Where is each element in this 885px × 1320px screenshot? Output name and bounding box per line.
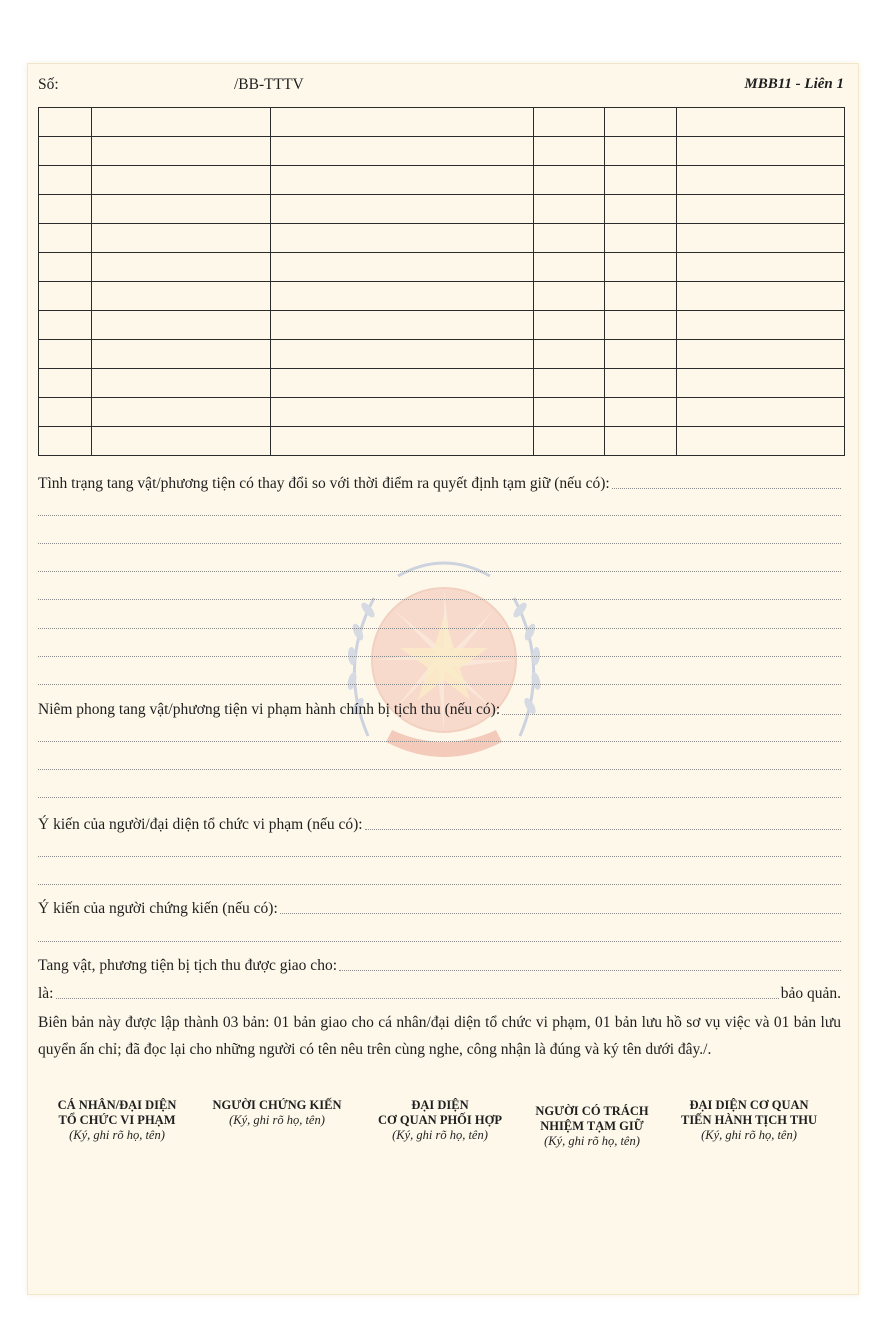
table-row — [39, 253, 845, 282]
handover-line[interactable] — [38, 953, 841, 975]
so-label: Số: — [38, 76, 59, 93]
witness-opinion-label: Ý kiến của người chứng kiến (nếu có): — [38, 900, 278, 917]
bao-quan-label: bảo quản. — [780, 985, 841, 1002]
signature-title: NGƯỜI CHỨNG KIẾN — [212, 1098, 342, 1112]
table-cell[interactable] — [92, 195, 271, 224]
table-cell[interactable] — [605, 224, 677, 253]
signature-title: CÁ NHÂN/ĐẠI DIỆN — [57, 1098, 177, 1112]
table-cell[interactable] — [271, 282, 534, 311]
dotted-line[interactable] — [38, 797, 841, 798]
table-cell[interactable] — [677, 224, 845, 253]
la-fill — [56, 997, 779, 999]
dotted-line[interactable] — [38, 515, 841, 516]
dotted-line[interactable] — [38, 941, 841, 942]
seal-line[interactable] — [38, 697, 841, 719]
table-cell[interactable] — [677, 369, 845, 398]
table-cell[interactable] — [677, 340, 845, 369]
condition-label: Tình trạng tang vật/phương tiện có thay đổi so với thời điểm ra quyết định tạm giữ (nếu có): — [38, 475, 610, 492]
table-cell[interactable] — [92, 427, 271, 456]
table-cell[interactable] — [677, 398, 845, 427]
table-cell[interactable] — [677, 166, 845, 195]
signature-title: NGƯỜI CÓ TRÁCH — [535, 1104, 649, 1118]
table-cell[interactable] — [271, 427, 534, 456]
table-cell[interactable] — [534, 340, 605, 369]
table-row — [39, 427, 845, 456]
table-row — [39, 398, 845, 427]
table-cell[interactable] — [39, 253, 92, 282]
dotted-line[interactable] — [38, 599, 841, 600]
table-row — [39, 369, 845, 398]
table-cell[interactable] — [605, 369, 677, 398]
table-cell[interactable] — [39, 282, 92, 311]
signature-note: (Ký, ghi rõ họ, tên) — [701, 1128, 797, 1142]
table-cell[interactable] — [677, 282, 845, 311]
table-cell[interactable] — [677, 427, 845, 456]
table-cell[interactable] — [677, 253, 845, 282]
table-cell[interactable] — [39, 427, 92, 456]
dotted-line[interactable] — [38, 684, 841, 685]
table-cell[interactable] — [605, 195, 677, 224]
table-cell[interactable] — [534, 427, 605, 456]
dotted-line[interactable] — [38, 769, 841, 770]
form-header — [38, 76, 844, 96]
signature-title: ĐẠI DIỆN CƠ QUAN — [689, 1098, 809, 1112]
signature-title: TIẾN HÀNH TỊCH THU — [680, 1113, 818, 1127]
table-cell[interactable] — [534, 398, 605, 427]
table-cell[interactable] — [534, 311, 605, 340]
table-cell[interactable] — [92, 166, 271, 195]
table-cell[interactable] — [677, 311, 845, 340]
table-cell[interactable] — [534, 166, 605, 195]
signature-custodian — [522, 1104, 662, 1149]
table-cell[interactable] — [271, 398, 534, 427]
signature-coordinator — [358, 1098, 522, 1143]
table-cell[interactable] — [92, 253, 271, 282]
table-cell[interactable] — [605, 108, 677, 137]
table-cell[interactable] — [92, 398, 271, 427]
table-cell[interactable] — [534, 195, 605, 224]
table-cell[interactable] — [677, 137, 845, 166]
table-cell[interactable] — [605, 311, 677, 340]
table-cell[interactable] — [39, 311, 92, 340]
table-row — [39, 137, 845, 166]
signature-note: (Ký, ghi rõ họ, tên) — [229, 1113, 325, 1127]
signature-note: (Ký, ghi rõ họ, tên) — [392, 1128, 488, 1142]
form-code: MBB11 - Liên 1 — [744, 76, 844, 92]
table-row — [39, 282, 845, 311]
table-cell[interactable] — [92, 369, 271, 398]
table-cell[interactable] — [271, 253, 534, 282]
table-cell[interactable] — [605, 282, 677, 311]
table-row — [39, 224, 845, 253]
table-cell[interactable] — [39, 340, 92, 369]
violator-opinion-fill — [365, 828, 841, 830]
witness-opinion-line[interactable] — [38, 896, 841, 918]
table-row — [39, 195, 845, 224]
table-cell[interactable] — [92, 224, 271, 253]
table-cell[interactable] — [39, 166, 92, 195]
table-cell[interactable] — [534, 282, 605, 311]
signature-violator — [38, 1098, 196, 1143]
signature-title: NHIỆM TẠM GIỮ — [540, 1119, 644, 1133]
closing-paragraph: Biên bản này được lập thành 03 bản: 01 bản giao cho cá nhân/đại diện tổ chức vi phạm, 01 bản lưu hồ sơ vụ việc và 01 bản lưu quyển ấn chỉ; đã đọc lại cho những người có tên nêu trên cùng nghe, công nhận là đúng và ký tên dưới đây./. — [38, 1014, 841, 1058]
violator-opinion-line[interactable] — [38, 812, 841, 834]
table-cell[interactable] — [92, 340, 271, 369]
table-cell[interactable] — [605, 137, 677, 166]
table-cell[interactable] — [677, 108, 845, 137]
so-suffix: /BB-TTTV — [234, 76, 304, 93]
table-cell[interactable] — [605, 253, 677, 282]
table-cell[interactable] — [271, 137, 534, 166]
table-cell[interactable] — [39, 195, 92, 224]
table-cell[interactable] — [92, 311, 271, 340]
items-table — [38, 107, 845, 456]
table-cell[interactable] — [534, 224, 605, 253]
police-emblem-watermark-icon — [328, 546, 560, 778]
table-cell[interactable] — [534, 137, 605, 166]
table-cell[interactable] — [677, 195, 845, 224]
table-cell[interactable] — [271, 369, 534, 398]
table-cell[interactable] — [605, 166, 677, 195]
condition-fill — [612, 487, 841, 489]
table-cell[interactable] — [39, 398, 92, 427]
signature-title: CƠ QUAN PHỐI HỢP — [378, 1113, 502, 1127]
table-cell[interactable] — [534, 369, 605, 398]
dotted-line[interactable] — [38, 628, 841, 629]
table-cell[interactable] — [271, 311, 534, 340]
signature-title: ĐẠI DIỆN — [411, 1098, 469, 1112]
table-cell[interactable] — [271, 108, 534, 137]
handover-fill — [339, 969, 841, 971]
witness-opinion-fill — [280, 912, 841, 914]
table-row — [39, 108, 845, 137]
table-row — [39, 166, 845, 195]
seal-label: Niêm phong tang vật/phương tiện vi phạm hành chính bị tịch thu (nếu có): — [38, 701, 501, 718]
la-label: là: — [38, 985, 54, 1002]
table-cell[interactable] — [271, 224, 534, 253]
dotted-line[interactable] — [38, 543, 841, 544]
signature-note: (Ký, ghi rõ họ, tên) — [69, 1128, 165, 1142]
table-cell[interactable] — [605, 427, 677, 456]
signature-note: (Ký, ghi rõ họ, tên) — [544, 1134, 640, 1148]
table-cell[interactable] — [39, 137, 92, 166]
table-cell[interactable] — [534, 253, 605, 282]
table-cell[interactable] — [605, 340, 677, 369]
handover-label: Tang vật, phương tiện bị tịch thu được giao cho: — [38, 957, 337, 974]
condition-line[interactable] — [38, 471, 841, 493]
table-cell[interactable] — [271, 195, 534, 224]
table-cell[interactable] — [534, 108, 605, 137]
dotted-line[interactable] — [38, 741, 841, 742]
table-cell[interactable] — [92, 108, 271, 137]
table-row — [39, 311, 845, 340]
seal-fill — [502, 713, 841, 715]
signature-witness — [198, 1098, 356, 1128]
violator-opinion-label: Ý kiến của người/đại diện tổ chức vi phạm (nếu có): — [38, 816, 363, 833]
table-cell[interactable] — [92, 282, 271, 311]
table-cell[interactable] — [271, 340, 534, 369]
table-cell[interactable] — [605, 398, 677, 427]
table-row — [39, 340, 845, 369]
table-cell[interactable] — [92, 137, 271, 166]
table-cell[interactable] — [39, 108, 92, 137]
dotted-line[interactable] — [38, 884, 841, 885]
table-cell[interactable] — [39, 224, 92, 253]
dotted-line[interactable] — [38, 856, 841, 857]
la-line[interactable] — [38, 981, 841, 1003]
signature-title: TỔ CHỨC VI PHẠM — [58, 1113, 176, 1127]
dotted-line[interactable] — [38, 656, 841, 657]
signature-agency — [664, 1098, 834, 1143]
dotted-line[interactable] — [38, 571, 841, 572]
table-cell[interactable] — [271, 166, 534, 195]
table-cell[interactable] — [39, 369, 92, 398]
